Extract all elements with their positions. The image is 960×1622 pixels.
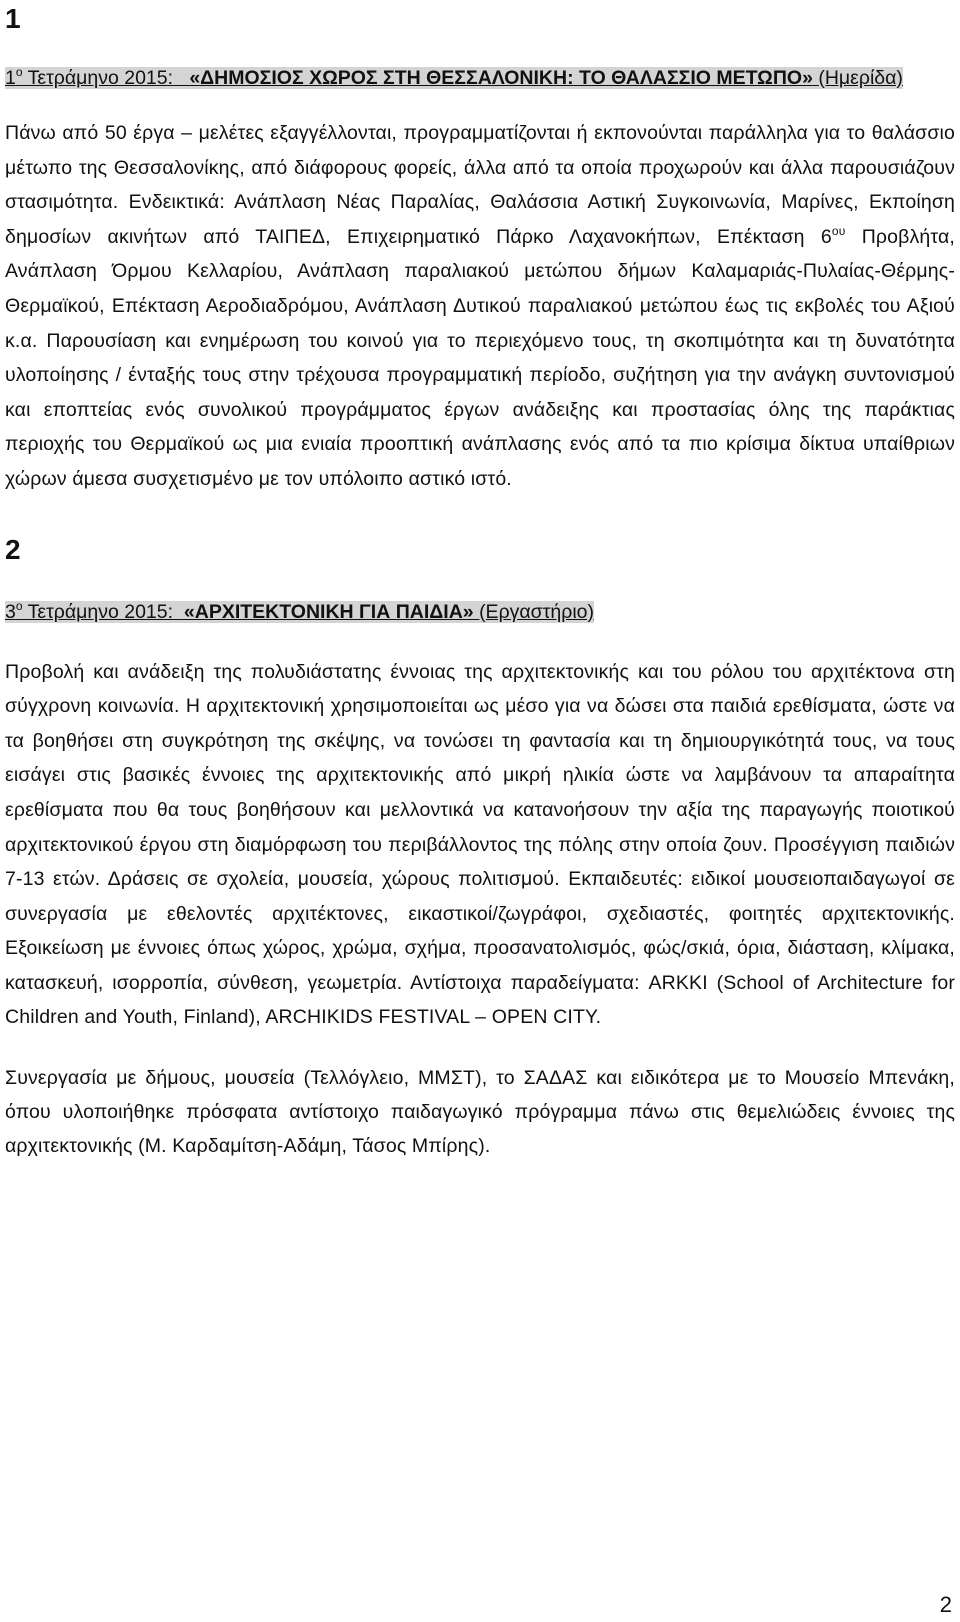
heading-ordinal: 3 [5,600,16,623]
ordinal-superscript: ου [831,223,846,238]
heading-ordinal-suffix: ο [15,65,23,79]
heading-title: «ΔΗΜΟΣΙΟΣ ΧΩΡΟΣ ΣΤΗ ΘΕΣΣΑΛΟΝΙΚΗ: ΤΟ ΘΑΛΑΣΣΙΟ ΜΕΤΩΠΟ» [189,67,813,89]
heading-period: Τετράμηνο 2015: [22,67,174,89]
section-paragraph: Προβολή και ανάδειξη της πολυδιάστατης έννοιας της αρχιτεκτονικής και του ρόλου του αρχιτέκτονα στη σύγχρονη κοινωνία. Η αρχιτεκτονική χρησιμοποιείται ως μέσο για να δώσει στα παιδιά ερεθίσματα, ώστε να τα βοηθήσει στη συγκρότηση της σκέψης, να τονώσει τη φαντασία και τη δημιουργικότητά τους, να τους εισάγει στις βασικές έννοιες της αρχιτεκτονικής από μικρή ηλικία ώστε να λαμβάνουν τα απαραίτητα ερεθίσματα που θα τους βοηθήσουν και μελλοντικά να κατανοήσουν την αξία της παραγωγής ποιοτικού αρχιτεκτονικού έργου στη διαμόρφωση του περιβάλλοντος της πόλης στην οποία ζουν. Προσέγγιση παιδιών 7-13 ετών. Δράσεις σε σχολεία, μουσεία, χώρους πολιτισμού. Εκπαιδευτές: ειδικοί μουσειοπαιδαγωγοί σε συνεργασία με εθελοντές αρχιτέκτονες, εικαστικοί/ζωγράφοι, σχεδιαστές, φοιτητές αρχιτεκτονικής. Εξοικείωση με έννοιες όπως χώρος, χρώμα, σχήμα, προσανατολισμός, φώς/σκιά, όρια, διάσταση, κλίμακα, κατασκευή, ισορροπία, σύνθεση, γεωμετρία. Αντίστοιχα παραδείγματα: ARKKI (School of Architecture for Children and Youth, Finland), ARCHIKIDS FESTIVAL – OPEN CITY. [5,660,955,1029]
section-paragraph: Συνεργασία με δήμους, μουσεία (Τελλόγλειο, ΜΜΣΤ), το ΣΑΔΑΣ και ειδικότερα με το Μουσείο Μπενάκη, όπου υλοποιήθηκε πρόσφατα αντίστοιχο παιδαγωγικό πρόγραμμα πάνω στις θεμελιώδεις έννοιες της αρχιτεκτονικής (Μ. Καρδαμίτση-Αδάμη, Τάσος Μπίρης). [5,1067,955,1158]
heading-period: Τετράμηνο 2015: [22,600,174,623]
section-heading [5,596,955,629]
heading-highlight [5,598,595,623]
heading-ordinal: 1 [5,67,16,89]
heading-ordinal-suffix: ο [15,598,23,613]
heading-highlight [5,67,903,89]
heading-title: «ΑΡΧΙΤΕΚΤΟΝΙΚΗ ΓΙΑ ΠΑΙΔΙΑ» [183,600,474,623]
section-number: 1 [5,3,21,34]
document-page [5,0,955,1163]
heading-type: (Εργαστήριο) [479,600,595,623]
section-number: 2 [5,533,21,565]
section-paragraph [5,116,955,497]
paragraph-text: Πάνω από 50 έργα – μελέτες εξαγγέλλονται, προγραμματίζονται ή εκπονούνται παράλληλα για το θαλάσσιο μέτωπο της Θεσσαλονίκης, από διάφορους φορείς, άλλα από τα οποία προχωρούν και άλλα παρουσιάζουν στασιμότητα. Ενδεικτικά: Ανάπλαση Νέας Παραλίας, Θαλάσσια Αστική Συγκοινωνία, Μαρίνες, Εκποίηση δημοσίων ακινήτων από ΤΑΙΠΕΔ, Επιχειρηματικό Πάρκο Λαχανοκήπων, Επέκταση 6 [5,122,955,248]
paragraph-text: Προβλήτα, Ανάπλαση Όρμου Κελλαρίου, Ανάπλαση παραλιακού μετώπου δήμων Καλαμαριάς-Πυλαίας-Θέρμης-Θερμαϊκού, Επέκταση Αεροδιαδρόμου, Ανάπλαση Δυτικού παραλιακού μετώπου έως τις εκβολές του Αξιού κ.α. Παρουσίαση και ενημέρωση του κοινού για το περιεχόμενο τους, τη σκοπιμότητα και τη δυνατότητα υλοποίησης / ένταξής τους στην τρέχουσα προγραμματική περίοδο, συζήτηση για την ανάγκη συντονισμού και εποπτείας ενός συνολικού προγράμματος έργων ανάδειξης και προστασίας όλης της παράκτιας περιοχής του Θερμαϊκού ως μια ενιαία προοπτική ανάπλασης ενός από τα πιο κρίσιμα δίκτυα υπαίθριων χώρων άμεσα συσχετισμένο με τον υπόλοιπο αστικό ιστό. [5,225,955,490]
page-number: 2 [939,1592,952,1617]
heading-type: (Ημερίδα) [818,67,903,89]
section-heading [5,62,955,95]
